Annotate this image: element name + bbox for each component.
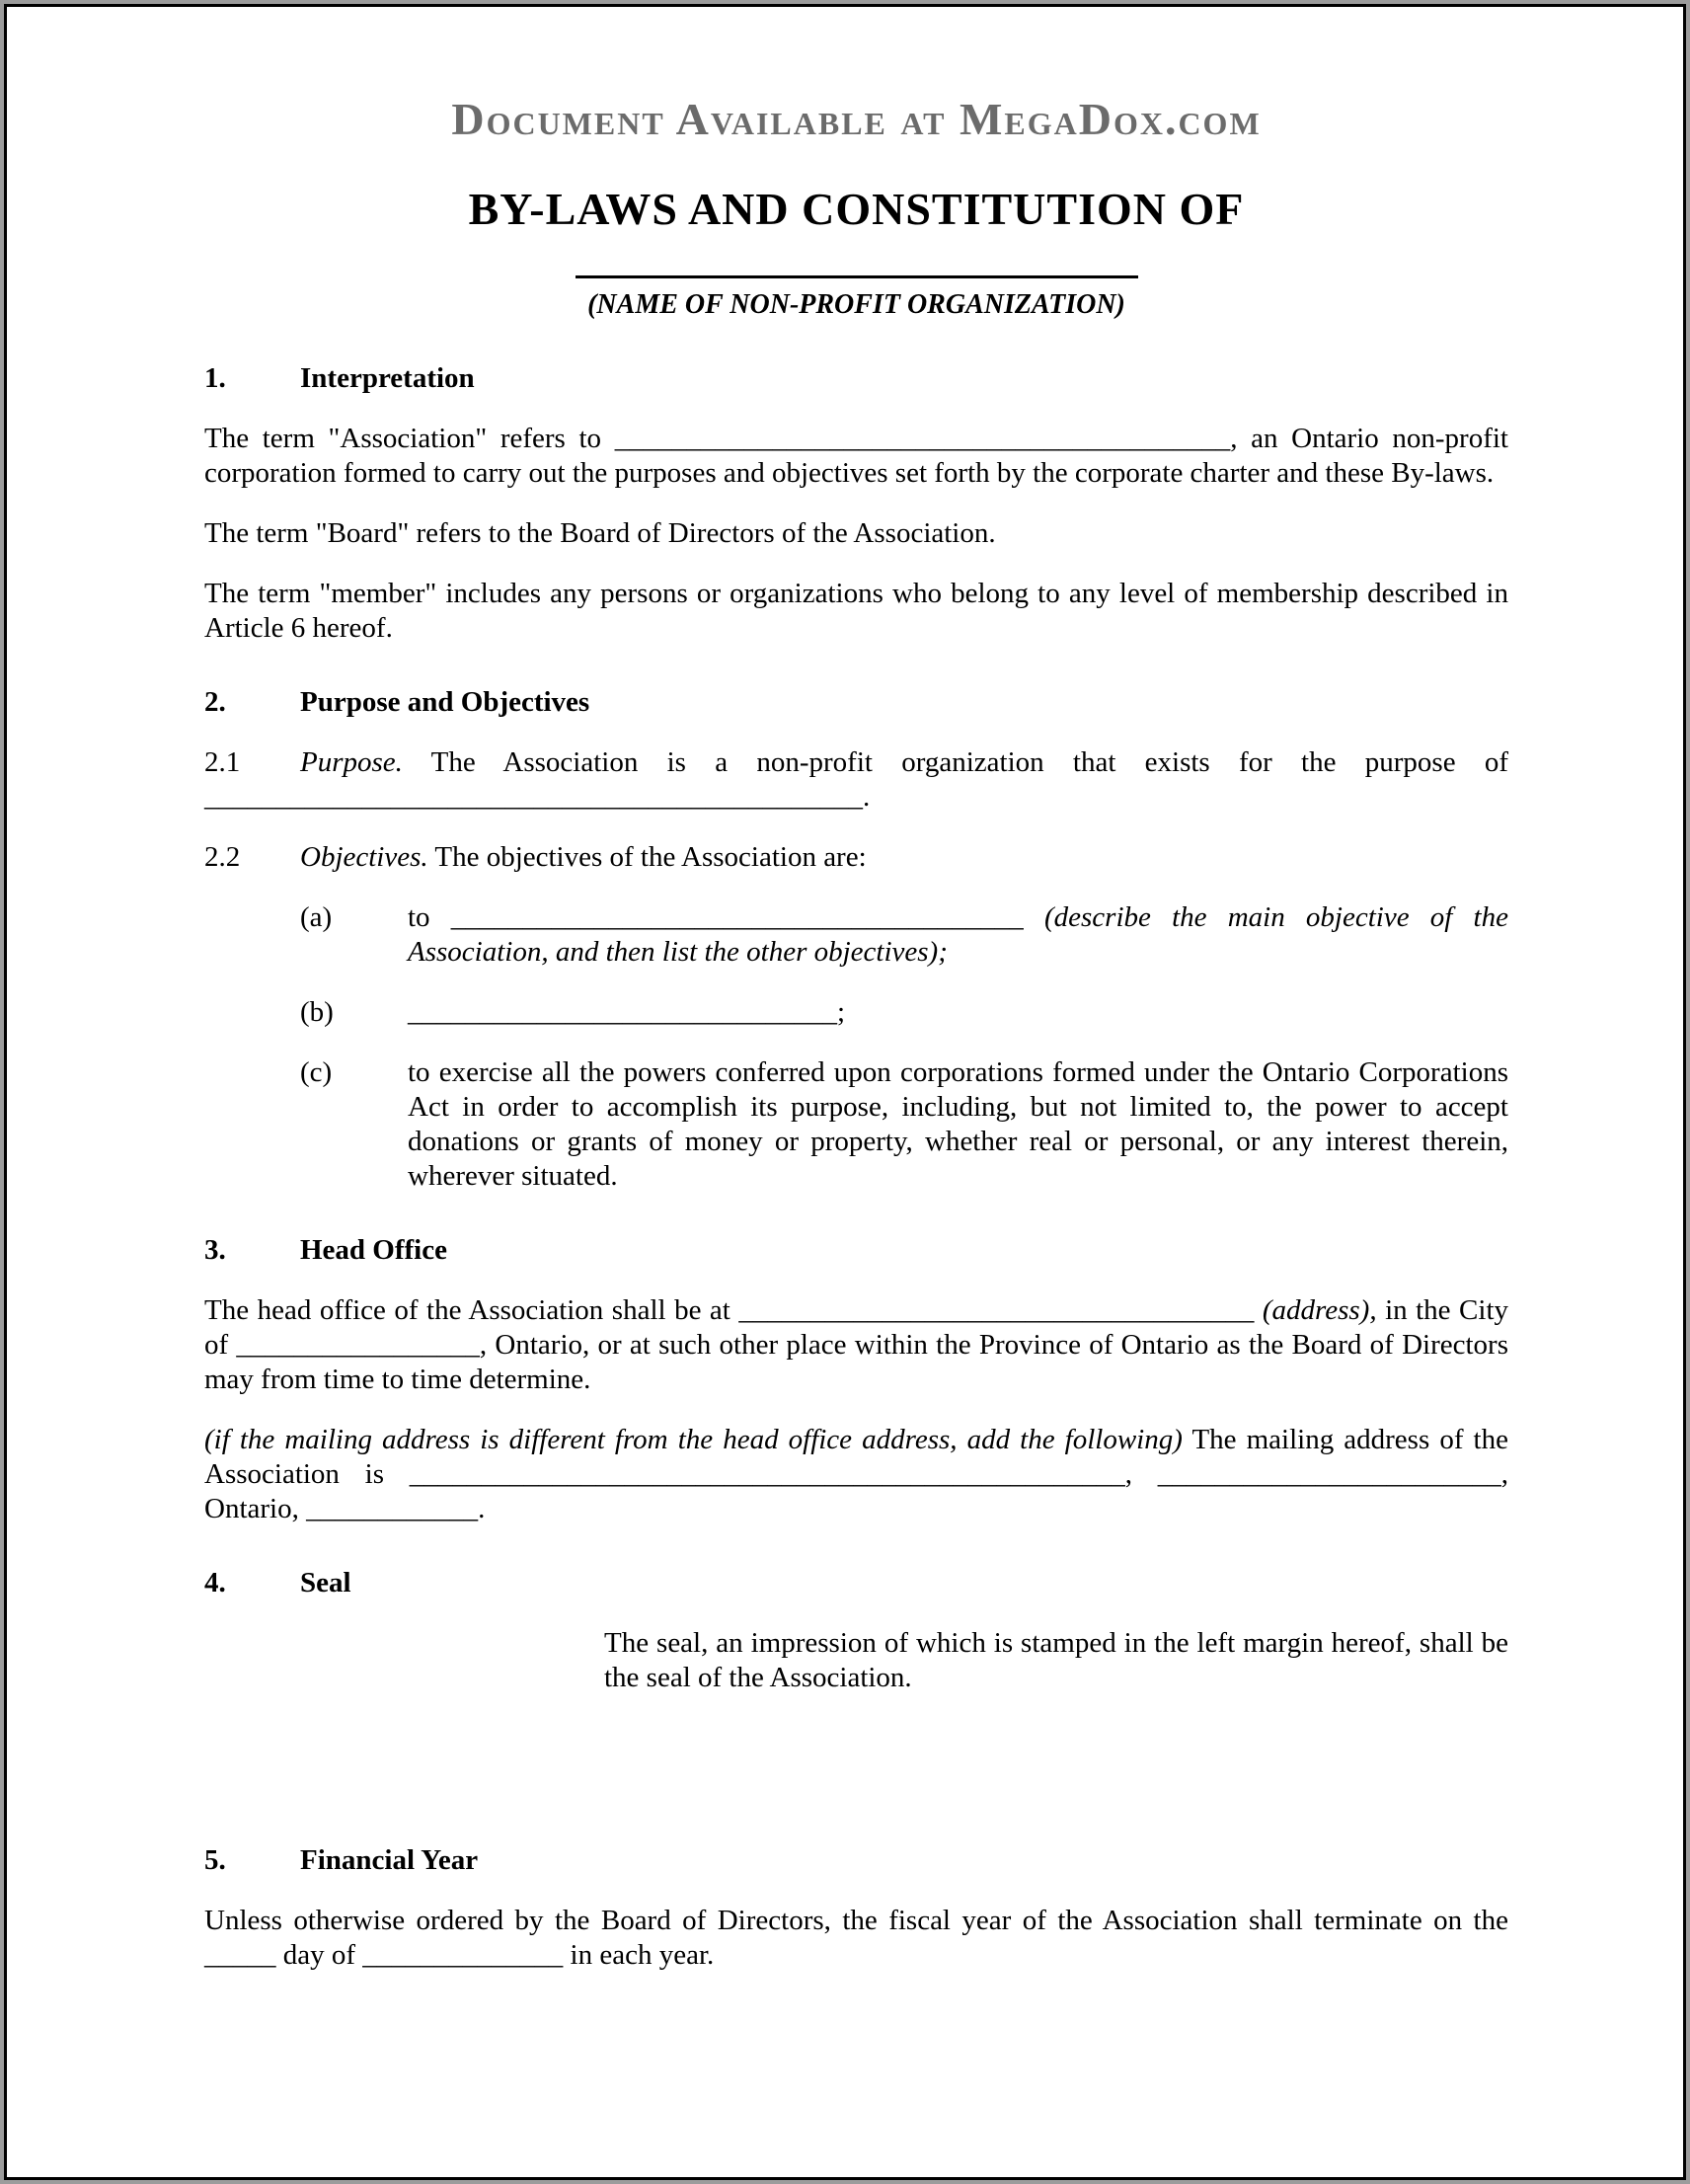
paragraph-seal: The seal, an impression of which is stamped in the left margin hereof, shall be the seal of the Association. — [604, 1627, 1508, 1693]
objective-a-instruction: (describe the main objective of the Association, and then list the other objectives); — [408, 901, 1508, 968]
clause-2-1-label: Purpose. — [300, 746, 403, 778]
document-content — [4, 4, 1686, 2180]
section-2-number: 2. — [204, 686, 226, 718]
objective-a-label: (a) — [300, 901, 333, 933]
text-segment: . — [478, 1493, 486, 1524]
text-segment: in the City of — [204, 1294, 1509, 1361]
section-4-heading — [204, 1566, 1508, 1600]
section-5-heading — [204, 1843, 1508, 1878]
purpose-blank: ______________________________________________ — [204, 781, 863, 813]
section-4-title: Seal — [300, 1567, 351, 1599]
objective-b-label: (b) — [300, 996, 334, 1028]
text-segment: The mailing address of the Association is — [204, 1424, 1508, 1490]
clause-2-1-number: 2.1 — [204, 746, 241, 778]
organization-name-caption: (NAME OF NON-PROFIT ORGANIZATION) — [587, 289, 1125, 320]
text-segment: The Association is a non-profit organization that exists for the purpose of — [402, 746, 1508, 778]
objective-c-label: (c) — [300, 1056, 333, 1088]
text-segment: The head office of the Association shall be at — [204, 1294, 739, 1326]
section-2-title: Purpose and Objectives — [300, 686, 590, 718]
text-segment: , Ontario, or at such other place within the Province of Ontario as the Board of Directors may from time to time determine. — [204, 1329, 1508, 1395]
clause-2-2-objectives — [204, 840, 1508, 875]
text-segment: . — [863, 781, 871, 813]
text-segment: , an Ontario non-profit corporation formed to carry out the purposes and objectives set forth by the corporate charter and these By-laws. — [204, 423, 1508, 489]
clause-2-1-purpose — [204, 745, 1508, 815]
section-3-heading — [204, 1233, 1508, 1268]
paragraph-head-office — [204, 1293, 1508, 1397]
text-segment: to — [408, 901, 451, 933]
document-title: BY-LAWS AND CONSTITUTION OF — [468, 184, 1245, 234]
mailing-address-blank: __________________________________________________ — [409, 1458, 1125, 1490]
address-hint: (address), — [1254, 1294, 1377, 1326]
mailing-postal-blank: ____________ — [306, 1493, 479, 1524]
objective-item-b — [300, 995, 1508, 1030]
section-4-number: 4. — [204, 1567, 226, 1599]
clause-2-2-number: 2.2 — [204, 841, 241, 873]
text-segment: , Ontario, — [204, 1458, 1509, 1524]
objective-item-a — [300, 900, 1508, 970]
section-1-number: 1. — [204, 362, 226, 394]
text-segment: Unless otherwise ordered by the Board of Directors, the fiscal year of the Association shall terminate on the — [204, 1905, 1508, 1936]
section-3-title: Head Office — [300, 1234, 447, 1266]
clause-2-2-label: Objectives. — [300, 841, 428, 873]
fiscal-month-blank: ______________ — [362, 1939, 564, 1971]
section-3-number: 3. — [204, 1234, 226, 1266]
text-segment: The term "Association" refers to — [204, 423, 615, 454]
mailing-city-blank: ________________________ — [1157, 1458, 1501, 1490]
section-5-title: Financial Year — [300, 1844, 479, 1876]
section-5-number: 5. — [204, 1844, 226, 1876]
text-segment: to exercise all the powers conferred upon corporations formed under the Ontario Corporations Act in order to accomplish its purpose, including, but not limited to, the power to accept donations or grants of money or property, whether real or personal, or any interest therein, wherever situated. — [408, 1056, 1508, 1192]
text-segment: ; — [837, 996, 846, 1028]
organization-name-blank-line — [576, 275, 1138, 278]
objective-b-blank: ______________________________ — [408, 996, 837, 1028]
section-1-title: Interpretation — [300, 362, 475, 394]
watermark-text: Document Available at MegaDox.com — [451, 94, 1262, 144]
association-name-blank: ___________________________________________ — [614, 423, 1231, 454]
paragraph-financial-year — [204, 1904, 1508, 1973]
text-segment: , — [1124, 1458, 1158, 1490]
paragraph-member-definition: The term "member" includes any persons or organizations who belong to any level of membership described in Article 6 hereof. — [204, 578, 1508, 644]
text-segment: The objectives of the Association are: — [427, 841, 867, 873]
objective-item-c — [300, 1055, 1508, 1194]
section-1-heading — [204, 361, 1508, 396]
mailing-address-instruction: (if the mailing address is different from the head office address, add the following) — [204, 1424, 1183, 1455]
city-blank: _________________ — [236, 1329, 480, 1361]
text-segment: day of — [275, 1939, 363, 1971]
paragraph-board-definition: The term "Board" refers to the Board of Directors of the Association. — [204, 517, 996, 549]
text-segment: in each year. — [563, 1939, 715, 1971]
paragraph-association-definition — [204, 422, 1508, 491]
section-2-heading — [204, 685, 1508, 720]
head-office-address-blank: ____________________________________ — [738, 1294, 1255, 1326]
paragraph-mailing-address — [204, 1423, 1508, 1526]
objective-a-blank: ________________________________________ — [450, 901, 1024, 933]
fiscal-day-blank: _____ — [204, 1939, 276, 1971]
